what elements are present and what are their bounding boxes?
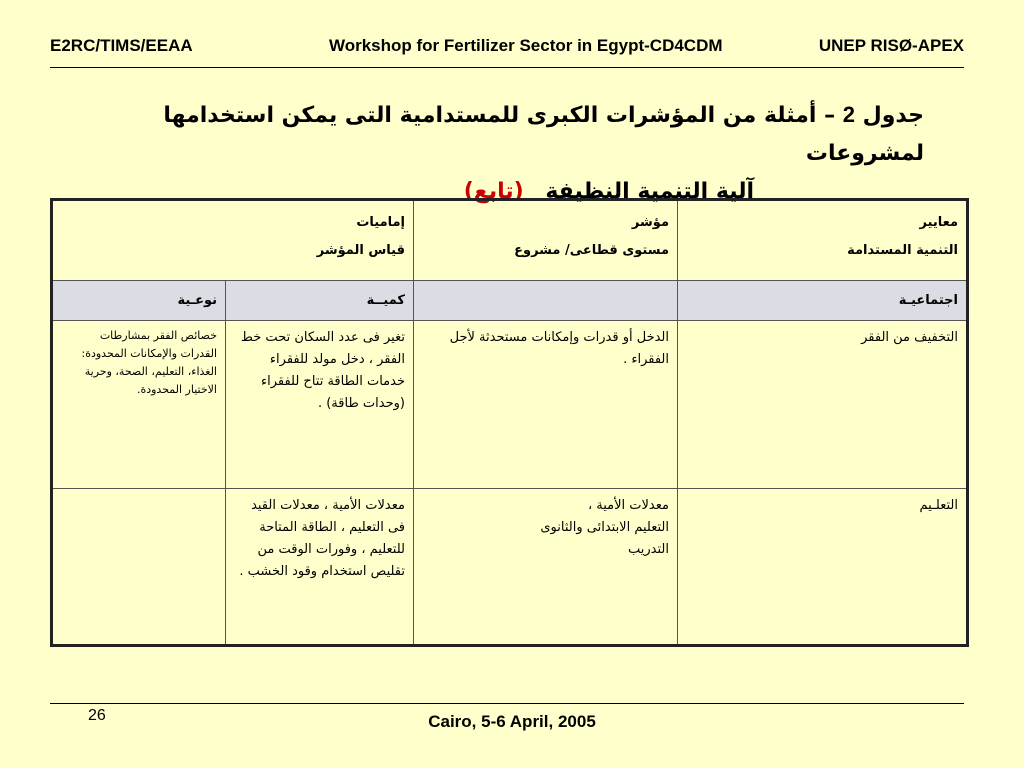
table-header-row: [52, 200, 968, 281]
table-row: [52, 321, 968, 489]
title-number: 2: [842, 102, 855, 127]
table-subheader-row: [52, 281, 968, 321]
row-qualitative: [52, 489, 226, 646]
subheader-quality: نوعـية: [52, 281, 226, 321]
row-criterion: التخفيف من الفقر: [678, 321, 968, 489]
title-line-1: [60, 96, 924, 173]
subheader-social: اجتماعيـة: [678, 281, 968, 321]
page-number: 26: [88, 707, 106, 724]
subheader-empty: [414, 281, 678, 321]
header-guidance: إماميات قياس المؤشر: [52, 200, 414, 281]
table-row: [52, 489, 968, 646]
slide-header: [50, 30, 964, 62]
row-qualitative: خصائص الفقر بمشارطات القدرات والإمكانات المحدودة: الغذاء، التعليم، الصحة، وحرية الاختيار المحدودة.: [52, 321, 226, 489]
header-criteria: معايير التنمية المستدامة: [678, 200, 968, 281]
header-left: E2RC/TIMS/EEAA: [50, 36, 193, 55]
subheader-quantity: كميــة: [226, 281, 414, 321]
title-line1-text: أمثلة من المؤشرات الكبرى للمستدامية التى يمكن استخدامها لمشروعات: [163, 103, 924, 166]
header-right: UNEP RISØ-APEX: [818, 36, 964, 55]
row-quantitative: معدلات الأمية ، معدلات القيد فى التعليم ، الطاقة المتاحة للتعليم ، وفورات الوقت من تقليص استخدام وقود الخشب .: [226, 489, 414, 646]
indicators-table: [50, 198, 969, 647]
header-divider: [50, 67, 964, 68]
footer-location-date: Cairo, 5-6 April, 2005: [428, 712, 596, 731]
title-continued: (تابع): [463, 179, 524, 204]
title-line2-text: آلية التنمية النظيفة: [545, 179, 754, 204]
slide-title: [60, 96, 924, 211]
header-indicator: مؤشر مستوى قطاعى/ مشروع: [414, 200, 678, 281]
title-dash: –: [824, 103, 836, 128]
title-prefix: جدول: [862, 103, 924, 128]
header-center: Workshop for Fertilizer Sector in Egypt-CD4CDM: [328, 36, 723, 55]
row-indicator: معدلات الأمية ، التعليم الابتدائى والثانوى التدريب: [414, 489, 678, 646]
row-quantitative: تغير فى عدد السكان تحت خط الفقر ، دخل مولد للفقراء خدمات الطاقة تتاح للفقراء (وحدات طاقة) .: [226, 321, 414, 489]
footer-divider: [50, 703, 964, 704]
row-indicator: الدخل أو قدرات وإمكانات مستحدثة لأجل الفقراء .: [414, 321, 678, 489]
row-criterion: التعلـيم: [678, 489, 968, 646]
